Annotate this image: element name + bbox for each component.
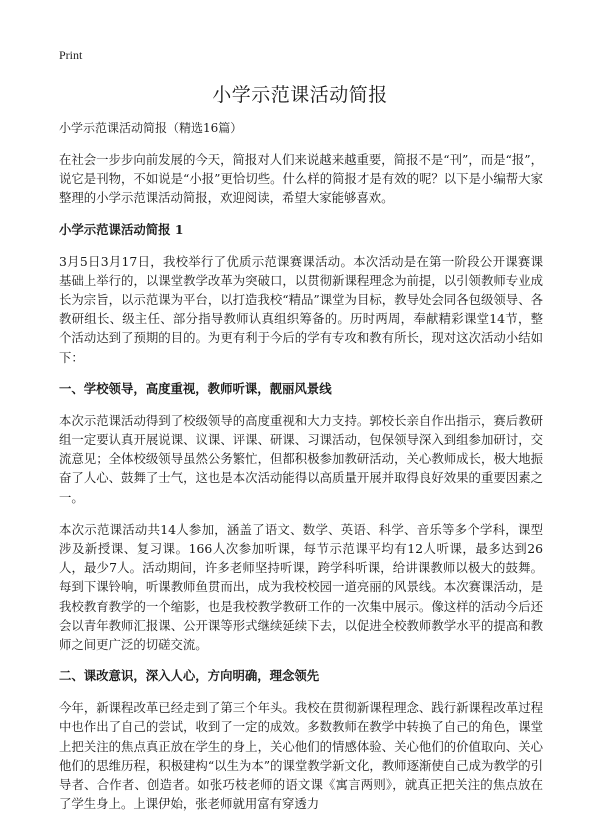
page-title: 小学示范课活动简报	[212, 84, 388, 106]
section-heading: 小学示范课活动简报 1	[59, 221, 184, 237]
subsection-heading-2: 二、课改意识，深入人心，方向明确，理念领先	[59, 668, 320, 684]
body-paragraph: 今年，新课程改革已经走到了第三个年头。我校在贯彻新课程理念、践行新课程改革过程中也作出了自己的尝试，收到了一定的成效。多数教师在教学中转换了自己的角色，课堂上把关注的焦点真正放在学生的身上，关心他们的情感体验、关心他们的价值取向、关心他们的思维历程，积极建构“以生为本”的课堂教学新文化，教师逐渐使自己成为教学的引导者、合作者、创造者。如张巧枝老师的语文课《寓言两则》，就真正把关注的焦点放在了学生身上。上课伊始，张老师就用富有穿透力	[59, 700, 543, 812]
document-subtitle: 小学示范课活动简报（精选16篇）	[59, 121, 243, 135]
print-link[interactable]: Print	[59, 48, 83, 62]
document-body	[59, 150, 543, 826]
body-paragraph: 本次示范课活动得到了校级领导的高度重视和大力支持。郭校长亲自作出指示，赛后教研组一定要认真开展说课、议课、评课、研课、习课活动，包保领导深入到组参加研讨，交流意见；全体校级领导虽然公务繁忙，但都积极参加教研活动，关心教师成长，极大地振奋了人心、鼓舞了士气，这也是本次活动能得以高质量开展并取得良好效果的重要因素之一。	[59, 412, 543, 505]
body-paragraph: 3月5日3月17日，我校举行了优质示范课赛课活动。本次活动是在第一阶段公开课赛课基础上举行的，以课堂教学改革为突破口，以贯彻新课程理念为前提，以引领教师专业成长为宗旨，以示范课为平台，以打造我校“精品”课堂为目标，教导处会同各包级领导、各教研组长、级主任、部分指导教师认真组织筹备的。历时两周，奉献精彩课堂14节，整个活动达到了预期的目的。为更有利于今后的学有专攻和教有所长，现对这次活动小结如下：	[59, 253, 543, 365]
intro-paragraph: 在社会一步步向前发展的今天，简报对人们来说越来越重要，简报不是“刊”，而是“报”，说它是刊物，不如说是“小报”更恰切些。什么样的简报才是有效的呢？以下是小编帮大家整理的小学示范课活动简报，欢迎阅读，希望大家能够喜欢。	[59, 152, 543, 206]
subsection-heading-1: 一、学校领导，高度重视，教师听课，靓丽风景线	[59, 380, 332, 396]
body-paragraph: 本次示范课活动共14人参加，涵盖了语文、数学、英语、科学、音乐等多个学科，课型涉及新授课、复习课。166人次参加听课，每节示范课平均有12人听课，最多达到26人，最少7人。活动期间，许多老师坚持听课，跨学科听课，给讲课教师以极大的鼓舞。每到下课铃响，听课教师鱼贯而出，成为我校校园一道亮丽的风景线。本次赛课活动，是我校教育教学的一个缩影，也是我校教学教研工作的一次集中展示。像这样的活动今后还会以青年教师汇报课、公开课等形式继续延续下去，以促进全校教师教学水平的提高和教师之间更广泛的切磋交流。	[59, 521, 543, 653]
